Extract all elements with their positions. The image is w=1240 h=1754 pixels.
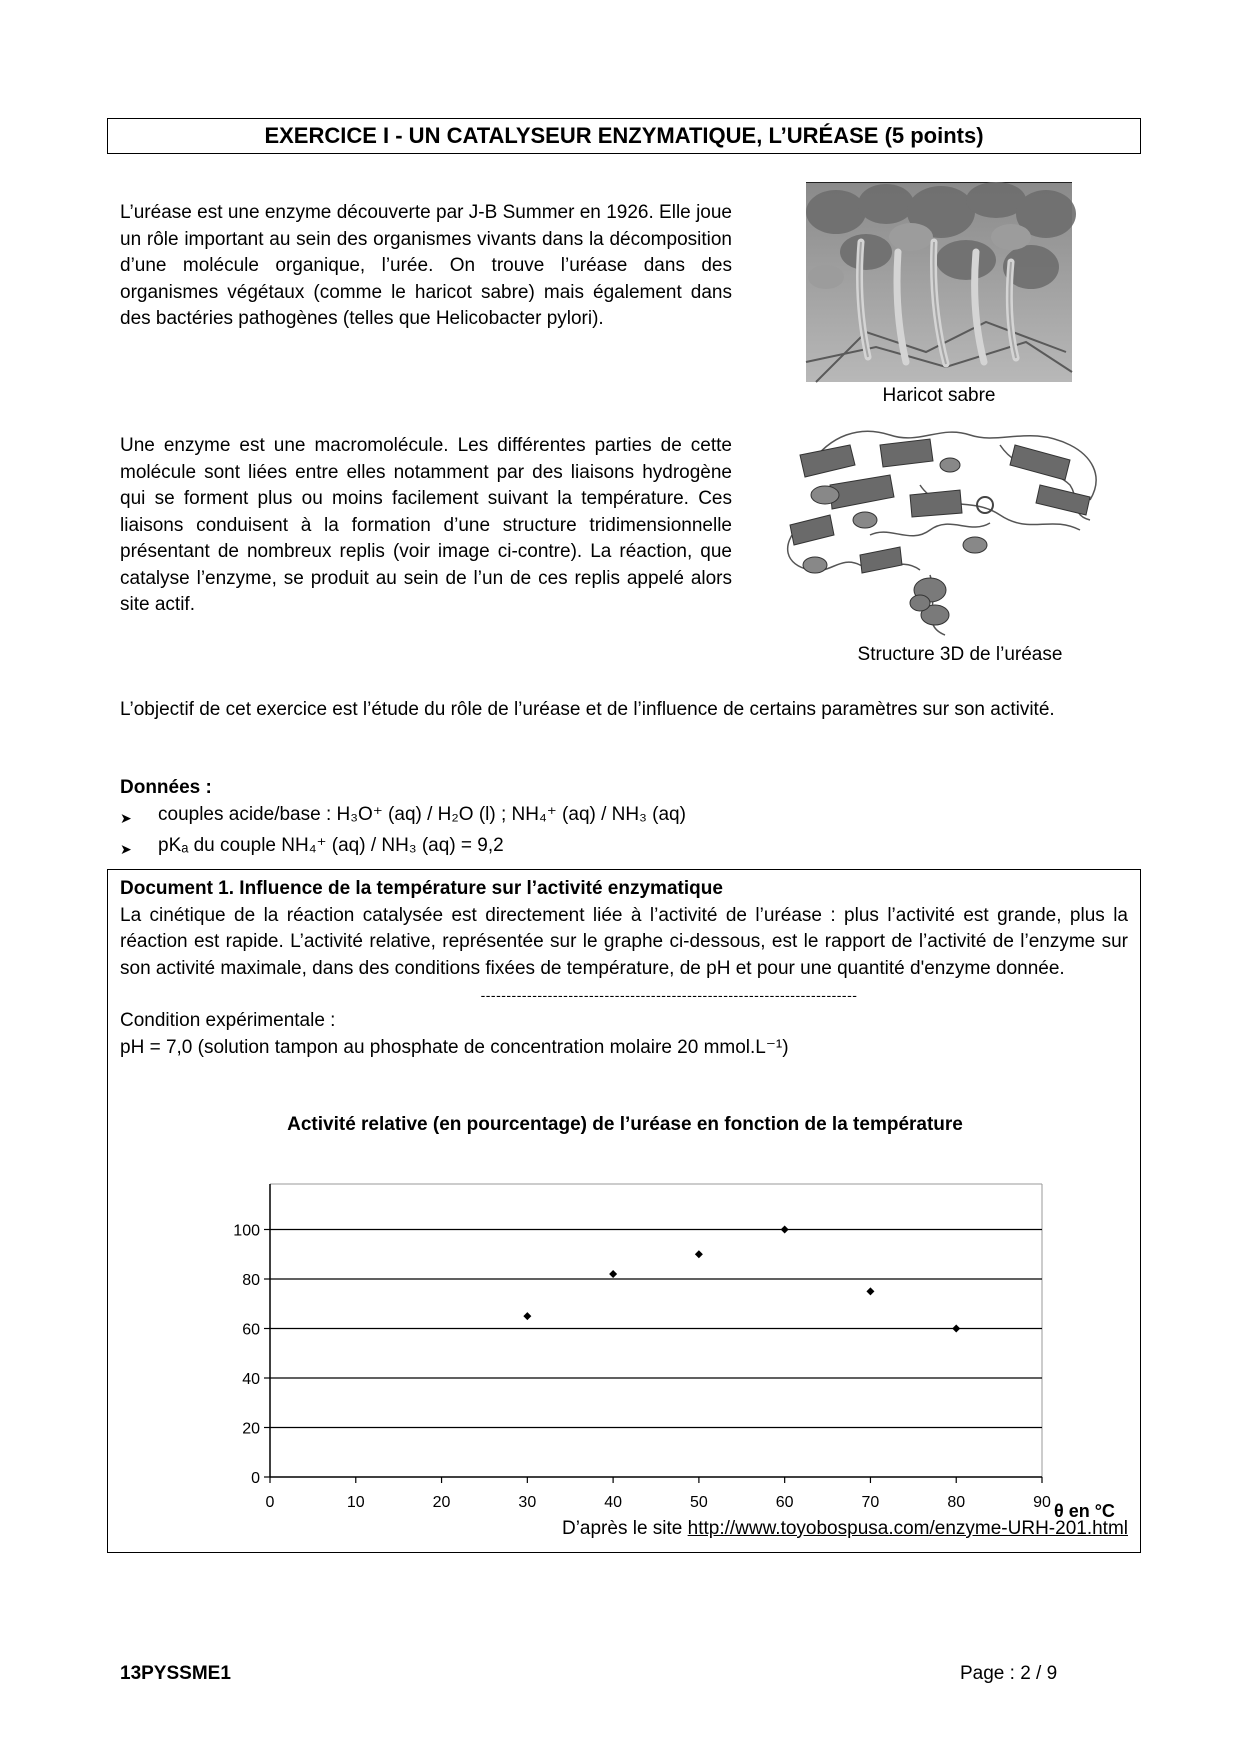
source-prefix: D’après le site (561, 1518, 688, 1539)
x-tick-label: 0 (265, 1494, 275, 1511)
donnees-item-text: pKₐ du couple NH₄⁺ (aq) / NH₃ (aq) = 9,2 (158, 835, 504, 856)
document1-body: La cinétique de la réaction catalysée est directement liée à l’activité de l’uréase : plus l’activité est grande, plus la réaction est rapide. L’activité relative, représentée sur le graphe ci-dessous, est le rapport de l’activité de l’enzyme sur son activité maximale, dans des conditions fixées de température, de pH et pour une quantité d'enzyme donnée. (120, 904, 1128, 979)
intro-paragraph: L’uréase est une enzyme découverte par J-B Summer en 1926. Elle joue un rôle important au sein des organismes vivants dans la décomposition d’une molécule organique, l’urée. On trouve l’uréase dans des organismes végétaux (comme le haricot sabre) mais également dans des bactéries pathogènes (telles que Helicobacter pylori). (120, 202, 732, 329)
arrow-bullet-icon: ➤ (120, 810, 132, 826)
haricot-sabre-photo (806, 182, 1072, 382)
exercise-title: EXERCICE I - UN CATALYSEUR ENZYMATIQUE, L’URÉASE (5 points) (264, 123, 984, 148)
footer-code: 13PYSSME1 (120, 1663, 231, 1684)
data-point (952, 1325, 960, 1333)
x-tick-label: 40 (604, 1494, 623, 1511)
y-tick-label: 40 (242, 1371, 260, 1388)
source-link[interactable]: http://www.toyobospusa.com/enzyme-URH-201.html (687, 1518, 1128, 1539)
y-tick-label: 60 (242, 1321, 260, 1339)
data-point (695, 1250, 703, 1258)
exercise-title-box (107, 118, 1141, 154)
data-point (609, 1270, 617, 1278)
x-tick-label: 50 (689, 1494, 708, 1511)
x-tick-label: 60 (775, 1494, 794, 1511)
source-line (228, 1518, 1128, 1540)
x-axis-label: θ en °C (1054, 1501, 1115, 1521)
donnees-item (120, 801, 1120, 832)
footer-page-number: Page : 2 / 9 (960, 1663, 1058, 1684)
arrow-bullet-icon: ➤ (120, 841, 132, 857)
donnees-section (120, 774, 1120, 863)
x-tick-label: 90 (1033, 1494, 1051, 1511)
x-tick-label: 70 (861, 1494, 880, 1511)
x-tick-label: 20 (432, 1494, 451, 1511)
urease-structure-caption: Structure 3D de l’uréase (857, 644, 1063, 665)
separator-line: ------------------------------------------------------------------------- (480, 987, 858, 1003)
y-tick-label: 100 (233, 1222, 260, 1240)
document1-title: Document 1. Influence de la température sur l’activité enzymatique (120, 878, 723, 899)
condition-heading: Condition expérimentale : (120, 1010, 336, 1031)
y-tick-label: 20 (242, 1420, 260, 1438)
x-tick-label: 80 (947, 1494, 966, 1511)
temperature-activity-chart (108, 1140, 1142, 1521)
y-tick-label: 80 (242, 1272, 260, 1289)
data-point (523, 1312, 531, 1320)
donnees-heading: Données : (120, 777, 212, 798)
data-point (866, 1287, 874, 1295)
objective-paragraph: L’objectif de cet exercice est l’étude du rôle de l’uréase et de l’influence de certains paramètres sur son activité. (120, 699, 1055, 720)
x-tick-label: 30 (518, 1494, 537, 1511)
y-tick-label: 0 (251, 1470, 260, 1487)
document1-box (107, 869, 1141, 1553)
condition-text: pH = 7,0 (solution tampon au phosphate de concentration molaire 20 mmol.L⁻¹) (120, 1036, 789, 1058)
urease-3d-structure-image (770, 405, 1110, 640)
chart-title: Activité relative (en pourcentage) de l’uréase en fonction de la température (287, 1114, 963, 1135)
donnees-item-text: couples acide/base : H₃O⁺ (aq) / H₂O (l) ; NH₄⁺ (aq) / NH₃ (aq) (158, 804, 686, 825)
donnees-item (120, 832, 1120, 863)
enzyme-paragraph: Une enzyme est une macromolécule. Les différentes parties de cette molécule sont liées entre elles notamment par des liaisons hydrogène qui se forment plus ou moins facilement suivant la température. Ces liaisons conduisent à la formation d’une structure tridimensionnelle présentant de nombreux replis (voir image ci-contre). La réaction, que catalyse l’enzyme, se produit au sein de l’un de ces replis appelé alors site actif. (120, 435, 732, 615)
data-point (781, 1226, 789, 1234)
x-tick-label: 10 (346, 1494, 365, 1511)
donnees-list (120, 801, 1120, 863)
haricot-sabre-caption: Haricot sabre (882, 385, 996, 406)
